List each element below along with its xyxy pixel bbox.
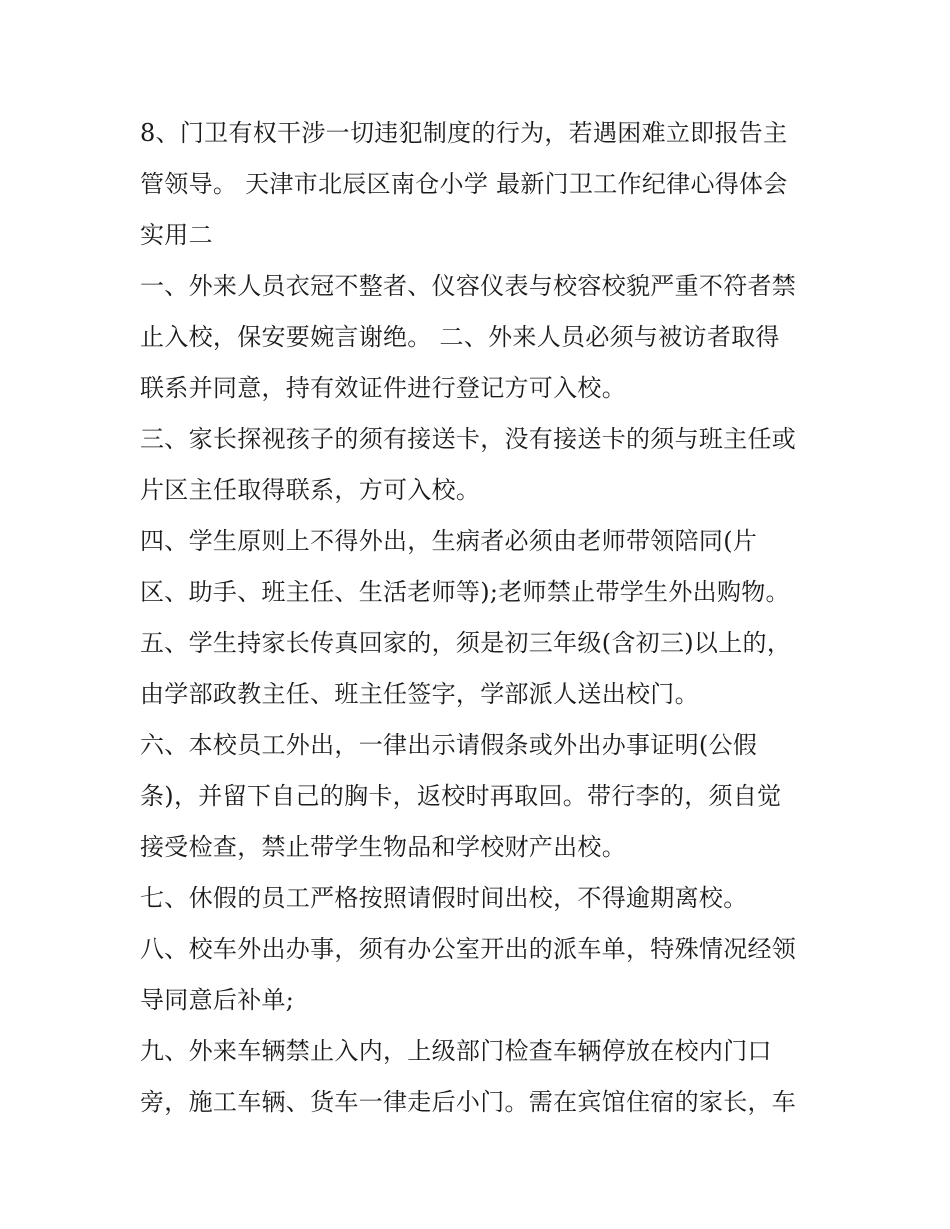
text-line: 九、外来车辆禁止入内，上级部门检查车辆停放在校内门口 — [140, 1037, 772, 1065]
text-line: 三、家长探视孩子的须有接送卡，没有接送卡的须与班主任或 — [140, 425, 797, 453]
text-line: 四、学生原则上不得外出，生病者必须由老师带领陪同(片 — [140, 527, 758, 555]
text-line: 管领导。 天津市北辰区南仓小学 最新门卫工作纪律心得体会 — [140, 170, 788, 198]
text-line: 六、本校员工外出，一律出示请假条或外出办事证明(公假 — [140, 731, 758, 759]
text-line: 八、校车外出办事，须有办公室开出的派车单，特殊情况经领 — [140, 935, 797, 963]
document-body — [140, 108, 820, 1128]
text-line: 七、休假的员工严格按照请假时间出校，不得逾期离校。 — [140, 884, 748, 912]
text-line: 接受检查，禁止带学生物品和学校财产出校。 — [140, 833, 626, 861]
text-line: 联系并同意，持有效证件进行登记方可入校。 — [140, 374, 626, 402]
text-line: 止入校，保安要婉言谢绝。 二、外来人员必须与被访者取得 — [140, 323, 780, 351]
text-line: 一、外来人员衣冠不整者、仪容仪表与校容校貌严重不符者禁 — [140, 272, 797, 300]
text-line: 区、助手、班主任、生活老师等);老师禁止带学生外出购物。 — [140, 578, 790, 606]
text-line: 实用二 — [140, 221, 213, 249]
text-line: 8、门卫有权干涉一切违犯制度的行为，若遇困难立即报告主 — [140, 119, 788, 147]
text-line: 导同意后补单; — [140, 986, 295, 1014]
text-line: 旁，施工车辆、货车一律走后小门。需在宾馆住宿的家长，车 — [140, 1088, 797, 1116]
text-line: 片区主任取得联系，方可入校。 — [140, 476, 481, 504]
text-line: 五、学生持家长传真回家的，须是初三年级(含初三)以上的， — [140, 629, 792, 657]
text-line: 条)，并留下自己的胸卡，返校时再取回。带行李的，须自觉 — [140, 782, 782, 810]
text-line: 由学部政教主任、班主任签字，学部派人送出校门。 — [140, 680, 699, 708]
